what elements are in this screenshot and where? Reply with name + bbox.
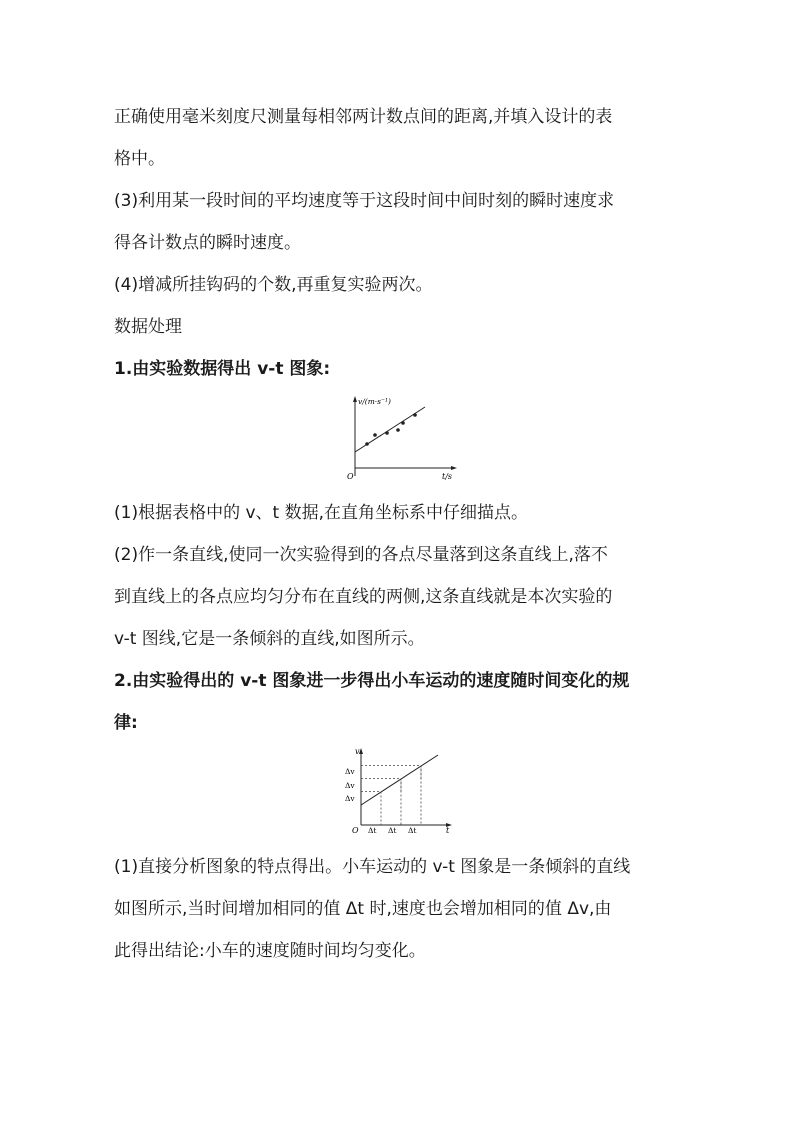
dv-label: Δv <box>345 767 355 776</box>
text-line: 如图所示,当时间增加相同的值 Δt 时,速度也会增加相同的值 Δv,由 <box>114 899 612 919</box>
y-axis-arrow <box>359 748 363 754</box>
data-point <box>396 428 400 432</box>
text-line: (1)根据表格中的 v、t 数据,在直角坐标系中仔细描点。 <box>114 503 529 523</box>
y-axis-label: v/(m·s⁻¹) <box>358 397 391 406</box>
dv-label: Δv <box>345 794 355 803</box>
text-line: (4)增减所挂钩码的个数,再重复实验两次。 <box>114 275 433 295</box>
text-line: (3)利用某一段时间的平均速度等于这段时间中间时刻的瞬时速度求 <box>114 191 615 211</box>
y-axis-arrow <box>353 396 357 402</box>
text-line: 格中。 <box>114 149 165 169</box>
x-axis-arrow <box>451 466 457 470</box>
v-t-line <box>361 755 438 805</box>
heading-2: 2.由实验得出的 v-t 图象进一步得出小车运动的速度随时间变化的规 <box>114 671 630 691</box>
y-axis-label: v <box>355 747 360 756</box>
text-line: v-t 图线,它是一条倾斜的直线,如图所示。 <box>114 629 425 649</box>
text-line: 到直线上的各点应均匀分布在直线的两侧,这条直线就是本次实验的 <box>114 587 613 607</box>
text-line: (1)直接分析图象的特点得出。小车运动的 v-t 图象是一条倾斜的直线 <box>114 857 631 877</box>
text-line: (2)作一条直线,使同一次实验得到的各点尽量落到这条直线上,落不 <box>114 545 608 565</box>
dt-label: Δt <box>408 826 417 835</box>
text-line: 正确使用毫米刻度尺测量每相邻两计数点间的距离,并填入设计的表 <box>114 107 613 127</box>
dt-label: Δt <box>368 826 377 835</box>
x-axis-label: t <box>446 826 450 835</box>
data-point <box>385 431 389 435</box>
dv-label: Δv <box>345 781 355 790</box>
data-point <box>365 442 369 446</box>
data-point <box>413 413 417 417</box>
origin-label: O <box>352 826 359 835</box>
text-line: 此得出结论:小车的速度随时间均匀变化。 <box>114 941 426 961</box>
heading-1: 1.由实验数据得出 v-t 图象: <box>114 359 331 379</box>
section-heading: 数据处理 <box>114 317 182 337</box>
heading-2: 律: <box>114 713 138 733</box>
text-line: 得各计数点的瞬时速度。 <box>114 233 301 253</box>
x-axis-label: t/s <box>442 472 453 481</box>
origin-label: O <box>347 472 354 481</box>
figure-vt-delta <box>343 743 458 838</box>
data-point <box>401 421 405 425</box>
data-point <box>373 433 377 437</box>
dt-label: Δt <box>388 826 397 835</box>
figure-vt-scatter <box>345 392 460 487</box>
